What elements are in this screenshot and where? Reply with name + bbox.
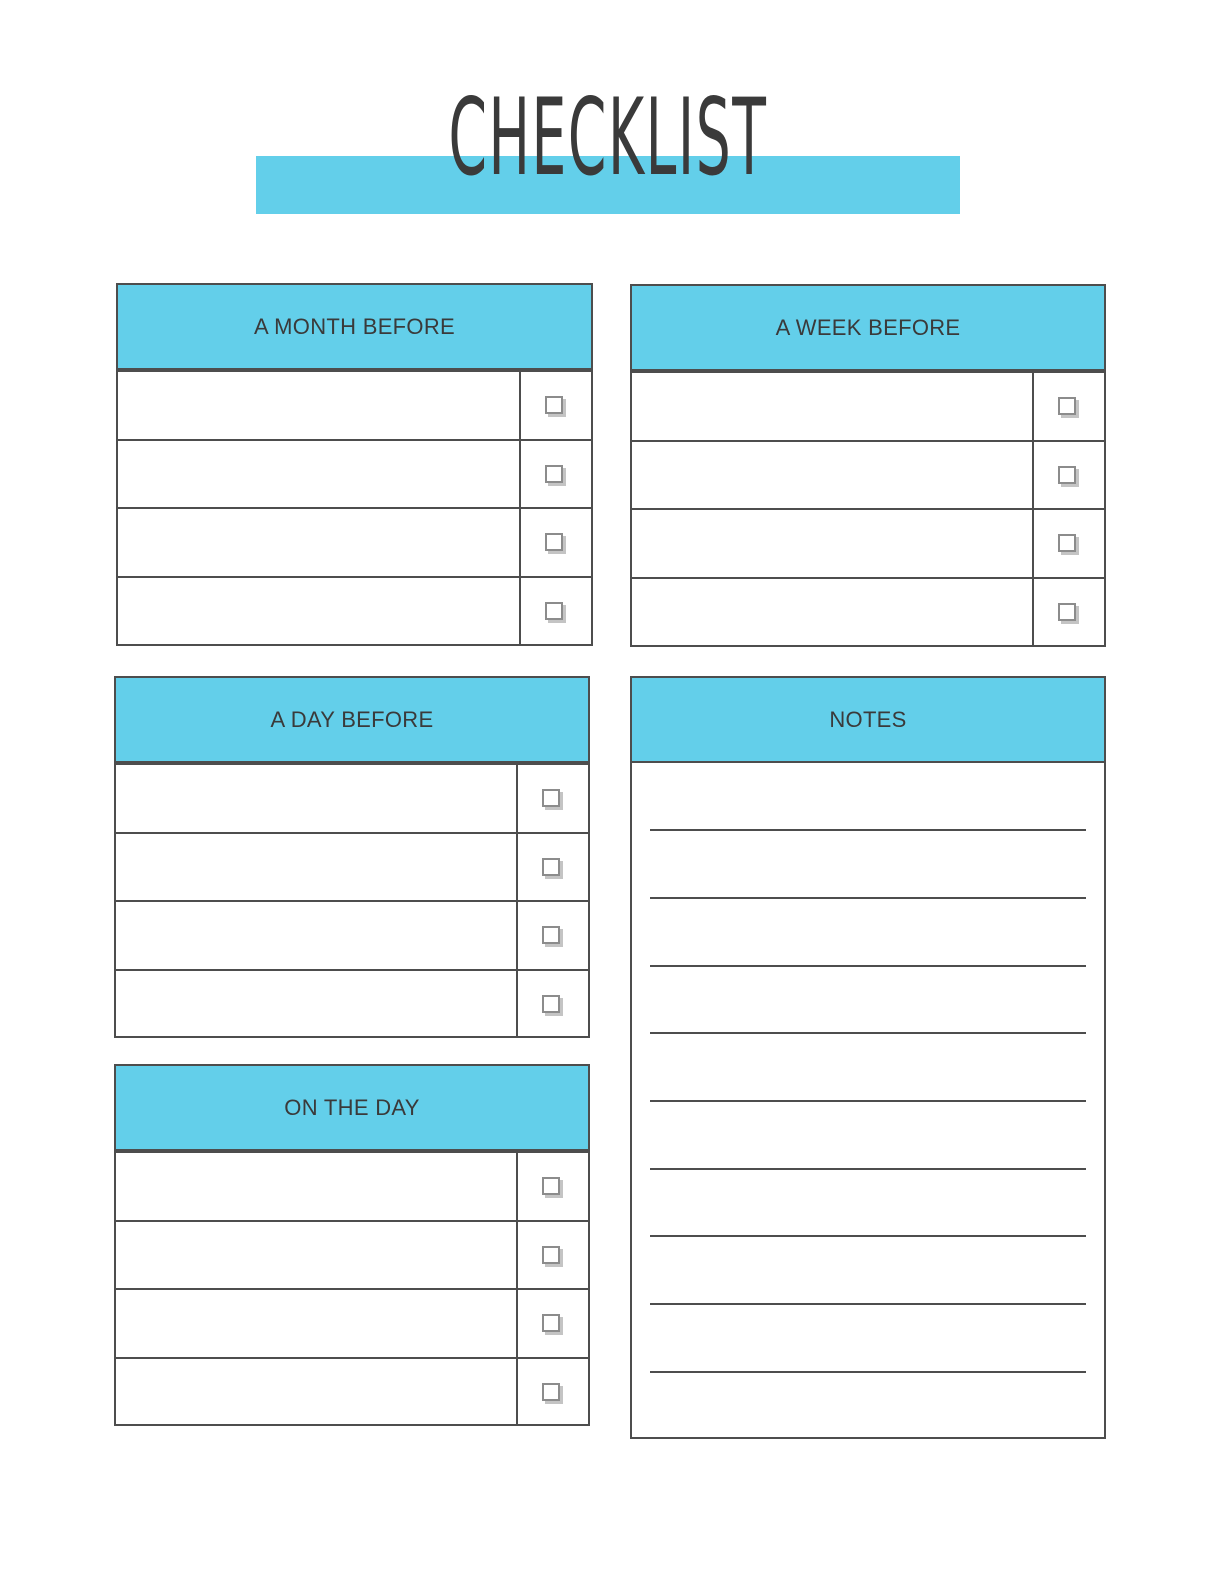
task-field[interactable] xyxy=(116,1359,516,1426)
section-month-before xyxy=(116,283,593,646)
task-field[interactable] xyxy=(116,1222,516,1289)
section-header: A WEEK BEFORE xyxy=(632,286,1104,371)
checklist-row xyxy=(632,440,1104,509)
checkbox[interactable] xyxy=(545,396,563,414)
checklist-row xyxy=(116,900,588,969)
checklist-row xyxy=(118,370,591,439)
notes-line xyxy=(650,897,1086,899)
notes-line xyxy=(650,1032,1086,1034)
section-header: A DAY BEFORE xyxy=(116,678,588,763)
checklist-row xyxy=(118,439,591,508)
task-field[interactable] xyxy=(632,373,1032,440)
section-day-before xyxy=(114,676,590,1038)
checklist-row xyxy=(116,1288,588,1357)
checklist-row xyxy=(116,1151,588,1220)
checklist-row xyxy=(118,507,591,576)
page-title: CHECKLIST xyxy=(448,76,768,199)
notes-line xyxy=(650,829,1086,831)
checkbox[interactable] xyxy=(1058,534,1076,552)
checklist-row xyxy=(116,969,588,1038)
task-field[interactable] xyxy=(632,579,1032,646)
task-field[interactable] xyxy=(116,834,516,901)
task-field[interactable] xyxy=(118,578,519,645)
task-field[interactable] xyxy=(118,372,519,439)
task-field[interactable] xyxy=(118,441,519,508)
notes-line xyxy=(650,1303,1086,1305)
section-notes xyxy=(630,676,1106,1439)
section-header: A MONTH BEFORE xyxy=(118,285,591,370)
task-field[interactable] xyxy=(116,902,516,969)
checkbox[interactable] xyxy=(542,1246,560,1264)
notes-line xyxy=(650,1100,1086,1102)
notes-line xyxy=(650,1168,1086,1170)
checkbox[interactable] xyxy=(542,858,560,876)
notes-line xyxy=(650,965,1086,967)
checklist-row xyxy=(116,763,588,832)
checklist-row xyxy=(116,1357,588,1426)
notes-area[interactable] xyxy=(632,763,1104,1437)
checkbox[interactable] xyxy=(1058,603,1076,621)
section-week-before xyxy=(630,284,1106,647)
checkbox[interactable] xyxy=(545,465,563,483)
checkbox[interactable] xyxy=(542,926,560,944)
checkbox[interactable] xyxy=(1058,397,1076,415)
checklist-row xyxy=(632,371,1104,440)
checkbox[interactable] xyxy=(542,1383,560,1401)
task-field[interactable] xyxy=(116,1153,516,1220)
notes-header: NOTES xyxy=(632,678,1104,763)
checklist-row xyxy=(116,832,588,901)
task-field[interactable] xyxy=(632,442,1032,509)
checkbox[interactable] xyxy=(545,533,563,551)
section-on-the-day xyxy=(114,1064,590,1426)
notes-line xyxy=(650,1235,1086,1237)
checklist-row xyxy=(118,576,591,645)
checklist-row xyxy=(632,577,1104,646)
checkbox[interactable] xyxy=(542,995,560,1013)
task-field[interactable] xyxy=(116,765,516,832)
checkbox[interactable] xyxy=(542,789,560,807)
checklist-row xyxy=(632,508,1104,577)
checkbox[interactable] xyxy=(1058,466,1076,484)
checkbox[interactable] xyxy=(542,1314,560,1332)
notes-line xyxy=(650,1371,1086,1373)
task-field[interactable] xyxy=(632,510,1032,577)
checkbox[interactable] xyxy=(542,1177,560,1195)
task-field[interactable] xyxy=(118,509,519,576)
section-header: ON THE DAY xyxy=(116,1066,588,1151)
task-field[interactable] xyxy=(116,971,516,1038)
task-field[interactable] xyxy=(116,1290,516,1357)
checklist-row xyxy=(116,1220,588,1289)
checkbox[interactable] xyxy=(545,602,563,620)
